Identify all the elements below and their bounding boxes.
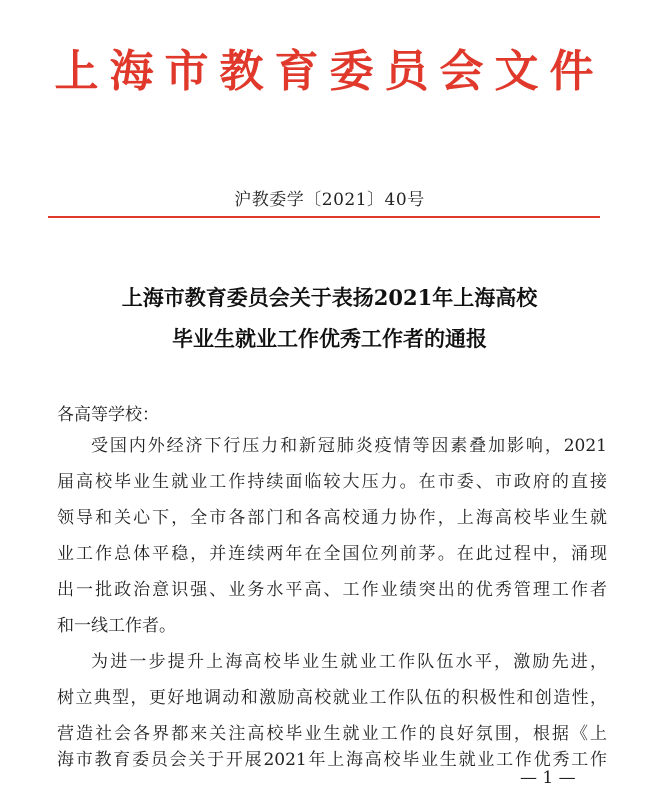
- paragraph-2-line-2: 树立典型，更好地调动和激励高校就业工作队伍的积极性和创造性，: [57, 688, 607, 708]
- page-number: — 1 —: [520, 768, 576, 788]
- paragraph-2-line-3: 营造社会各界都来关注高校毕业生就业工作的良好氛围，根据《上: [57, 724, 607, 744]
- document-number: 沪教委学〔2021〕40号: [234, 190, 425, 210]
- document-header-title: 上海市教育委员会文件: [54, 46, 605, 97]
- paragraph-2-line-1: 为进一步提升上海高校毕业生就业工作队伍水平，激励先进，: [91, 652, 607, 672]
- paragraph-2-line-4: 海市教育委员会关于开展2021年上海高校毕业生就业工作优秀工作: [57, 750, 607, 770]
- paragraph-1-line-3: 领导和关心下，全市各部门和各高校通力协作，上海高校毕业生就: [57, 508, 607, 528]
- red-divider-line: [48, 216, 600, 218]
- paragraph-1-line-5: 出一批政治意识强、业务水平高、工作业绩突出的优秀管理工作者: [57, 580, 607, 600]
- paragraph-1-line-2: 届高校毕业生就业工作持续面临较大压力。在市委、市政府的直接: [57, 472, 607, 492]
- notice-title-line-2: 毕业生就业工作优秀工作者的通报: [172, 326, 487, 351]
- salutation: 各高等学校：: [57, 405, 159, 425]
- paragraph-1-line-1: 受国内外经济下行压力和新冠肺炎疫情等因素叠加影响，2021: [91, 436, 607, 456]
- notice-title-line-1: 上海市教育委员会关于表扬2021年上海高校: [121, 285, 538, 310]
- paragraph-1-line-4: 业工作总体平稳，并连续两年在全国位列前茅。在此过程中，涌现: [57, 544, 607, 564]
- paragraph-1-line-6: 和一线工作者。: [57, 616, 176, 636]
